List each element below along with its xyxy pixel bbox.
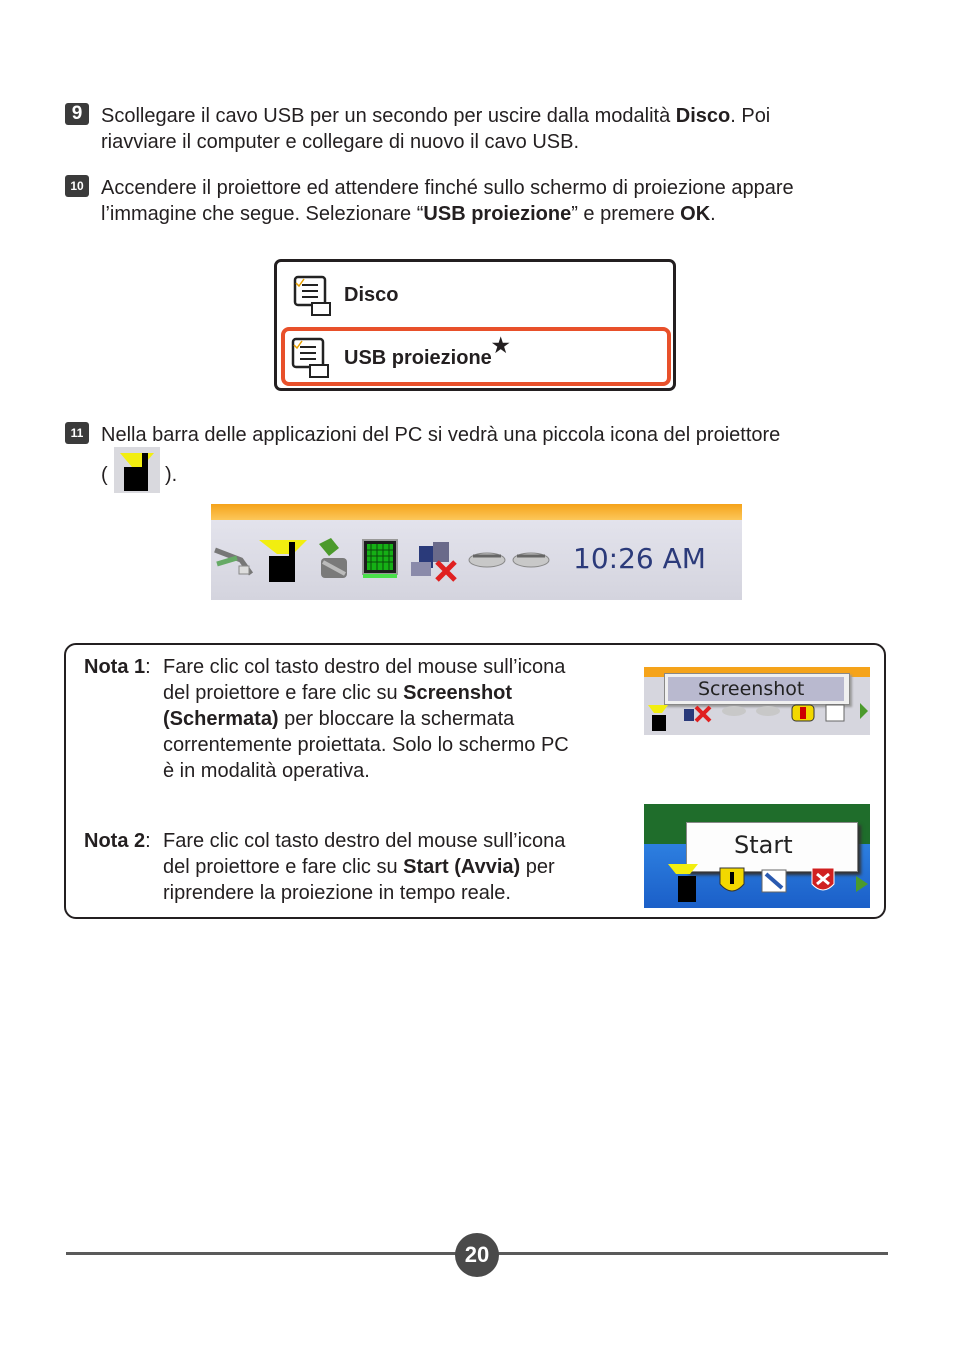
network-icon	[215, 550, 251, 574]
usb-icon	[319, 538, 347, 578]
network-disconnected-icon	[411, 542, 455, 580]
note-2-line-1: Nota 2:	[84, 830, 151, 852]
projector-tray-icon	[259, 540, 307, 582]
start-menu-item[interactable]: Start	[734, 831, 793, 859]
projector-icon	[114, 447, 160, 493]
step-9-line-2: riavviare il computer e collegare di nuovo il cavo USB.	[101, 131, 579, 153]
drive-icon	[513, 553, 549, 567]
note-1-line-1: Nota 1:	[84, 656, 151, 678]
note-1-text-2: del proiettore e fare clic su Screenshot	[163, 682, 513, 704]
note-2-text-1: Fare clic col tasto destro del mouse sull’icona	[163, 830, 566, 852]
footer-rule-right	[496, 1252, 888, 1255]
page-number: 20	[455, 1233, 499, 1277]
display-icon	[292, 274, 340, 320]
step-10-line-2: l’immagine che segue. Selezionare “USB proiezione” e premere OK.	[101, 203, 716, 225]
star-icon: ★	[491, 335, 510, 357]
step-9-line-1: Scollegare il cavo USB per un secondo per uscire dalla modalità Disco. Poi	[101, 105, 771, 127]
step-11-badge: 11	[65, 422, 89, 444]
step-11-paren-close: ).	[165, 464, 178, 486]
display-icon	[290, 336, 338, 382]
screenshot-menu-item[interactable]: Screenshot	[698, 678, 805, 700]
step-10-line-1: Accendere il proiettore ed attendere finché sullo schermo di proiezione appare	[101, 177, 794, 199]
drive-icon	[469, 553, 505, 567]
note-1-text-4: correntemente proiettata. Solo lo schermo PC	[163, 734, 569, 756]
step-11-paren-open: (	[101, 464, 108, 486]
menu-item-disco[interactable]: Disco	[344, 284, 399, 306]
note-1-text-3: (Schermata) per bloccare la schermata	[163, 708, 515, 730]
step-10-badge: 10	[65, 175, 89, 197]
screenshot-menu-image	[644, 667, 870, 735]
note-2-text-3: riprendere la proiezione in tempo reale.	[163, 882, 511, 904]
tray-icons	[211, 532, 571, 588]
note-1-text-1: Fare clic col tasto destro del mouse sull’icona	[163, 656, 566, 678]
clock[interactable]: 10:26 AM	[573, 542, 706, 575]
note-1-text-5: è in modalità operativa.	[163, 760, 370, 782]
note-2-text-2: del proiettore e fare clic su Start (Avvia) per	[163, 856, 555, 878]
taskbar-screenshot	[211, 504, 742, 600]
step-9-badge: 9	[65, 103, 89, 125]
menu-item-usb-proiezione[interactable]: USB proiezione★	[344, 335, 510, 369]
step-11-line-1: Nella barra delle applicazioni del PC si vedrà una piccola icona del proiettore	[101, 424, 781, 446]
monitor-icon	[363, 540, 397, 578]
start-menu-image	[644, 804, 870, 908]
footer-rule-left	[66, 1252, 458, 1255]
tray-icons	[644, 703, 870, 735]
tray-icons	[644, 862, 870, 908]
